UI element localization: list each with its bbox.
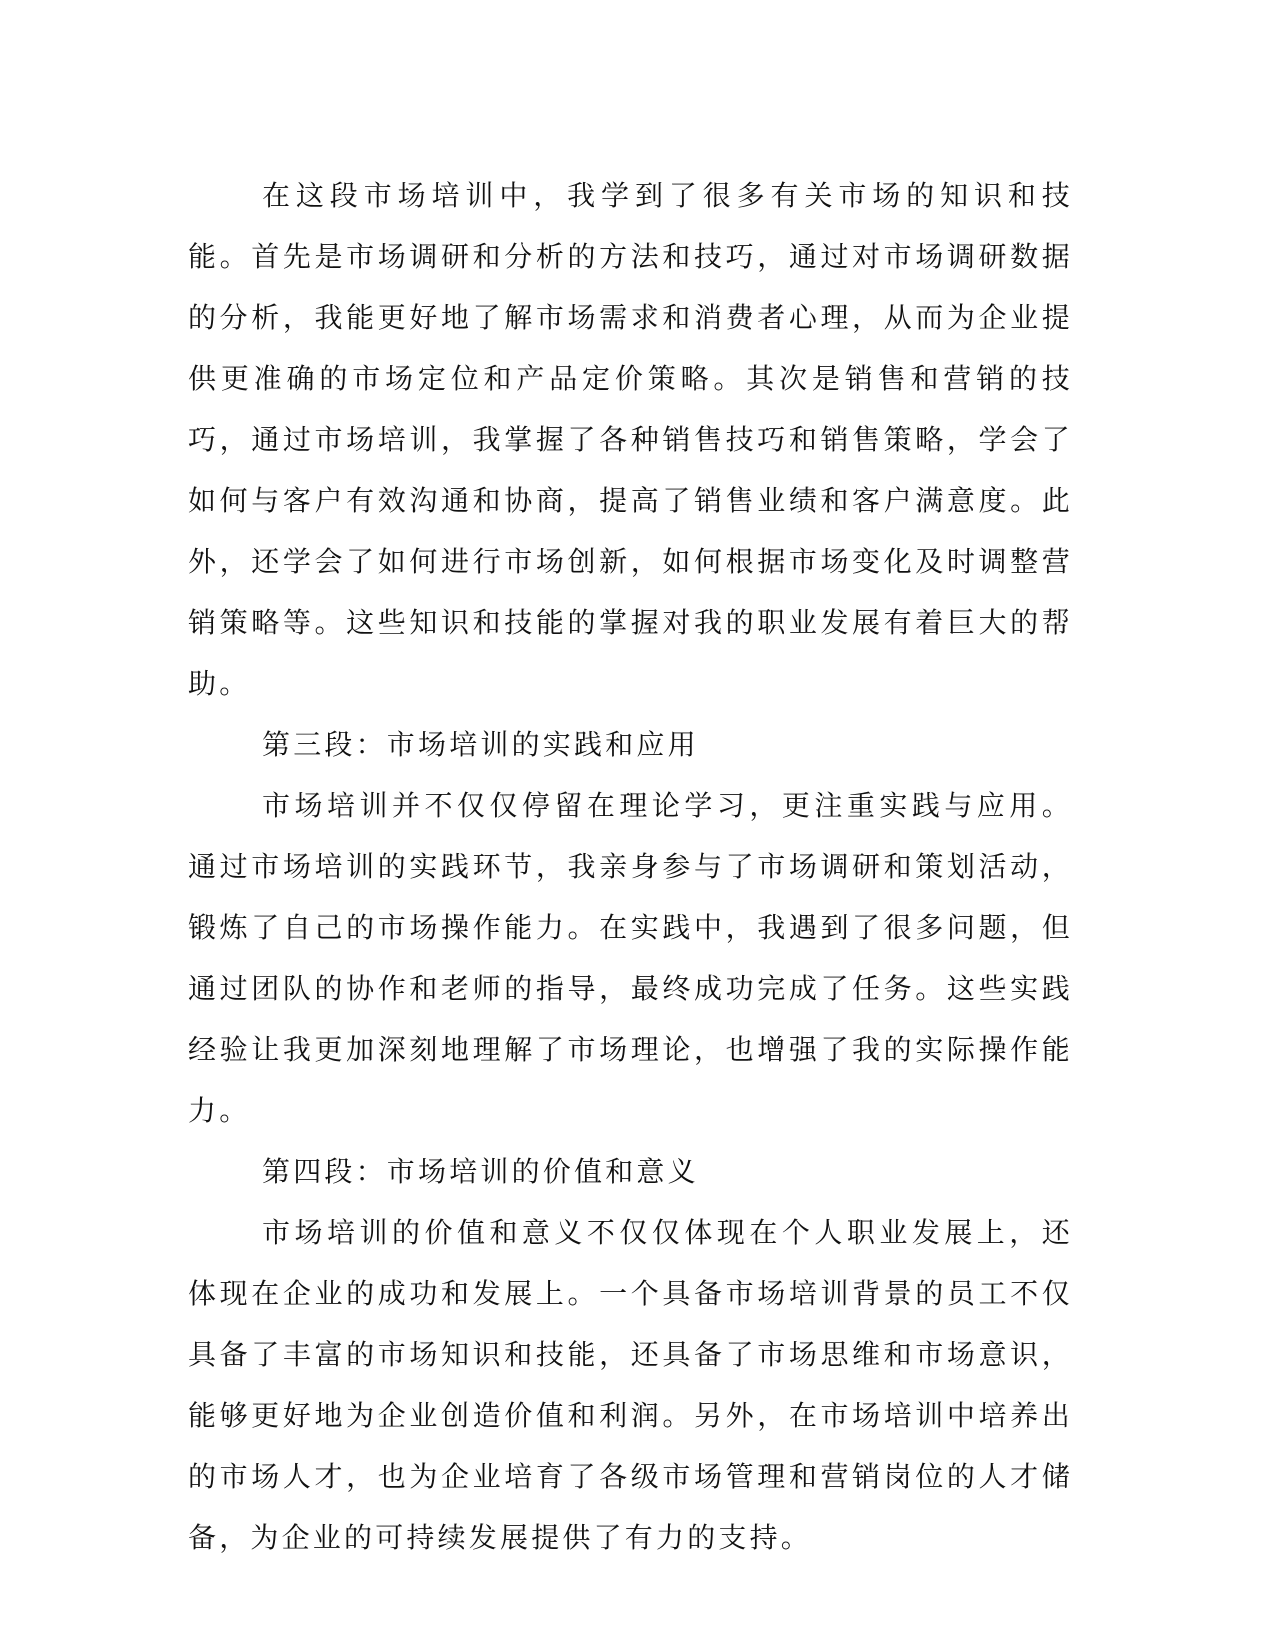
- paragraph-market-knowledge: 在这段市场培训中，我学到了很多有关市场的知识和技能。首先是市场调研和分析的方法和技巧，通过对市场调研数据的分析，我能更好地了解市场需求和消费者心理，从而为企业提供更准确的市场定位和产品定价策略。其次是销售和营销的技巧，通过市场培训，我掌握了各种销售技巧和销售策略，学会了如何与客户有效沟通和协商，提高了销售业绩和客户满意度。此外，还学会了如何进行市场创新，如何根据市场变化及时调整营销策略等。这些知识和技能的掌握对我的职业发展有着巨大的帮助。: [188, 179, 1073, 700]
- section-heading-practice: 第三段：市场培训的实践和应用: [262, 728, 699, 761]
- document-body: [188, 165, 1073, 1568]
- paragraph-practice-application: 市场培训并不仅仅停留在理论学习，更注重实践与应用。通过市场培训的实践环节，我亲身参与了市场调研和策划活动，锻炼了自己的市场操作能力。在实践中，我遇到了很多问题，但通过团队的协作和老师的指导，最终成功完成了任务。这些实践经验让我更加深刻地理解了市场理论，也增强了我的实际操作能力。: [188, 789, 1073, 1127]
- section-heading-value: 第四段：市场培训的价值和意义: [262, 1155, 699, 1188]
- paragraph-value-meaning: 市场培训的价值和意义不仅仅体现在个人职业发展上，还体现在企业的成功和发展上。一个具备市场培训背景的员工不仅具备了丰富的市场知识和技能，还具备了市场思维和市场意识，能够更好地为企业创造价值和利润。另外，在市场培训中培养出的市场人才，也为企业培育了各级市场管理和营销岗位的人才储备，为企业的可持续发展提供了有力的支持。: [188, 1216, 1073, 1554]
